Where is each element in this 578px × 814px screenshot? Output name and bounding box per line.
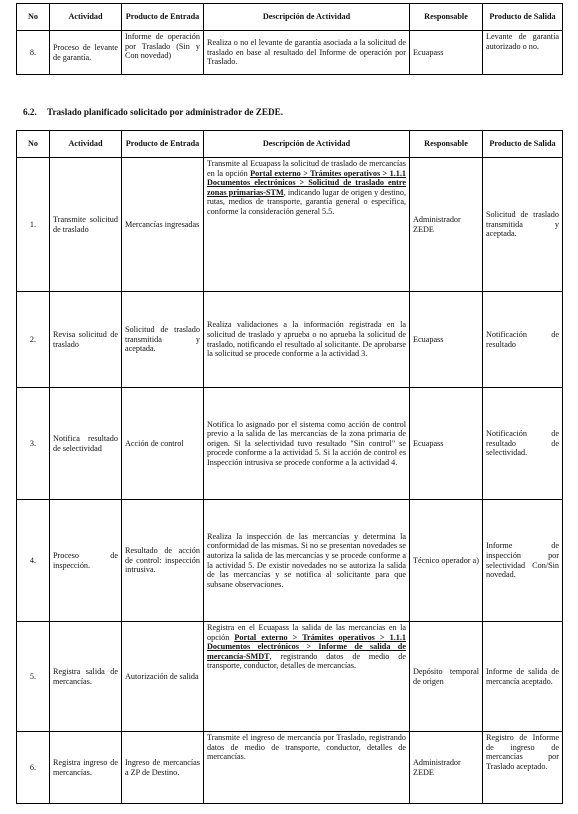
header-responsable: Responsable: [410, 4, 483, 31]
cell-salida: Informe de salida de mercancía aceptado.: [483, 622, 563, 732]
cell-salida: Notificación de resultado de selectividad.: [483, 388, 563, 500]
cell-descripcion: Realiza la inspección de las mercancías y determina la conformidad de las mismas. Si no se presentan novedades se autoriza la salida de las mercancías y se procede conforme a la actividad 5. De existir novedades no se autoriza la salida de las mercancías y se notifica al solicitante para que subsane observaciones.: [204, 500, 410, 622]
cell-responsable: Administrador ZEDE: [410, 732, 483, 804]
table-row: [17, 158, 563, 292]
desc-text: , registrando datos de medio de transporte, conductor, detalles de mercancías.: [207, 651, 406, 671]
cell-salida: Registro de Informe de ingreso de mercancías por Traslado aceptado.: [483, 732, 563, 804]
cell-actividad: Notifica resultado de selectividad: [50, 388, 122, 500]
header-producto-salida: Producto de Salida: [483, 131, 563, 158]
cell-no: 5.: [17, 622, 50, 732]
cell-responsable: Administrador ZEDE: [410, 158, 483, 292]
cell-actividad: Registra ingreso de mercancías.: [50, 732, 122, 804]
cell-actividad: Registra salida de mercancías.: [50, 622, 122, 732]
header-producto-salida: Producto de Salida: [483, 4, 563, 31]
header-responsable: Responsable: [410, 131, 483, 158]
cell-no: 1.: [17, 158, 50, 292]
table-row: [17, 388, 563, 500]
header-descripcion: Descripción de Actividad: [204, 4, 410, 31]
table-header-row: [17, 4, 563, 31]
cell-entrada: Acción de control: [122, 388, 204, 500]
section-heading: [23, 107, 563, 117]
header-actividad: Actividad: [50, 4, 122, 31]
cell-no: 4.: [17, 500, 50, 622]
cell-actividad: Transmite solicitud de traslado: [50, 158, 122, 292]
menu-path-link[interactable]: Portal externo > Trámites operativos > 1.1.1 Documentos electrónicos > Solicitud de traslado entre zonas primarias-STM: [207, 168, 407, 197]
cell-descripcion: Notifica lo asignado por el sistema como acción de control previo a la salida de las mercancías de la zona primaria de origen. Si la selectividad tuvo resultado "Sin control" se procede conforme a la actividad 5. Si la acción de control es Inspección intrusiva se procede conforme a la actividad 4.: [204, 388, 410, 500]
cell-no: 6.: [17, 732, 50, 804]
activity-table-continued: [16, 3, 563, 75]
cell-responsable: Ecuapass: [410, 292, 483, 388]
header-producto-entrada: Producto de Entrada: [122, 131, 204, 158]
table-header-row: [17, 131, 563, 158]
cell-actividad: Proceso de levante de garantía.: [50, 31, 122, 75]
table-row: [17, 732, 563, 804]
cell-responsable: Ecuapass: [410, 388, 483, 500]
cell-entrada: Ingreso de mercancías a ZP de Destino.: [122, 732, 204, 804]
cell-descripcion: [204, 622, 410, 732]
table-row: [17, 500, 563, 622]
cell-actividad: Revisa solicitud de traslado: [50, 292, 122, 388]
cell-descripcion: [204, 158, 410, 292]
section-number: 6.2.: [23, 107, 37, 117]
cell-salida: Informe de inspección por selectividad Con/Sin novedad.: [483, 500, 563, 622]
section-title: Traslado planificado solicitado por administrador de ZEDE.: [47, 107, 284, 117]
table-row: [17, 292, 563, 388]
cell-entrada: Resultado de acción de control: inspección intrusiva.: [122, 500, 204, 622]
cell-entrada: Informe de operación por Traslado (Sin y Con novedad): [122, 31, 204, 75]
header-no: No: [17, 4, 50, 31]
header-no: No: [17, 131, 50, 158]
cell-salida: Levante de garantía autorizado o no.: [483, 31, 563, 75]
activity-table: [16, 130, 563, 804]
header-actividad: Actividad: [50, 131, 122, 158]
cell-responsable: Ecuapass: [410, 31, 483, 75]
cell-no: 2.: [17, 292, 50, 388]
cell-descripcion: Realiza o no el levante de garantía asociada a la solicitud de traslado en base al resultado del Informe de operación por Traslado.: [204, 31, 410, 75]
cell-salida: Notificación de resultado: [483, 292, 563, 388]
cell-actividad: Proceso de inspección.: [50, 500, 122, 622]
cell-entrada: Autorización de salida: [122, 622, 204, 732]
cell-responsable: Técnico operador a): [410, 500, 483, 622]
cell-responsable: Depósito temporal de origen: [410, 622, 483, 732]
header-producto-entrada: Producto de Entrada: [122, 4, 204, 31]
table-row: [17, 31, 563, 75]
desc-text: Transmite al Ecuapass la solicitud de traslado de mercancías en la opción: [207, 159, 406, 178]
menu-path-link[interactable]: Portal externo > Trámites operativos > 1.1.1 Documentos electrónicos > Informe de salida de mercancía-SMDT: [207, 632, 406, 661]
cell-descripcion: Realiza validaciones a la información registrada en la solicitud de traslado y aprueba o no aprueba la solicitud de traslado, notificando el resultado al solicitante. De aprobarse la solicitud se procede conforme a la actividad 3.: [204, 292, 410, 388]
cell-entrada: Solicitud de traslado transmitida y aceptada.: [122, 292, 204, 388]
desc-text: , indicando lugar de origen y destino, rutas, medios de transporte, garantía general o específica, conforme la consideración general 5.5.: [207, 187, 406, 216]
desc-text: Registra en el Ecuapass la salida de las mercancías en la opción: [207, 623, 406, 642]
cell-entrada: Mercancías ingresadas: [122, 158, 204, 292]
header-descripcion: Descripción de Actividad: [204, 131, 410, 158]
cell-no: 3.: [17, 388, 50, 500]
cell-salida: Solicitud de traslado transmitida y aceptada.: [483, 158, 563, 292]
cell-descripcion: Transmite el ingreso de mercancía por Traslado, registrando datos de medio de transporte, conductor, detalles de mercancías.: [204, 732, 410, 804]
cell-no: 8.: [17, 31, 50, 75]
table-row: [17, 622, 563, 732]
